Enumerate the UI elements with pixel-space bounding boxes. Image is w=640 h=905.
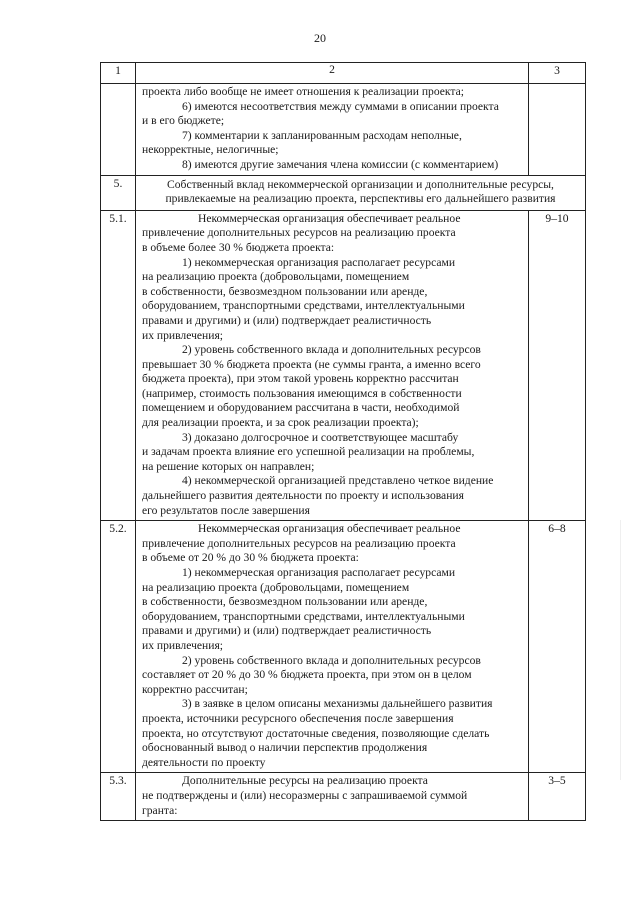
header-col-3: 3 [529,63,586,84]
text-line: правами и другими) и (или) подтверждает реалистичность [142,313,432,327]
row-number: 5.1. [101,210,136,520]
text-line: Некоммерческая организация обеспечивает реальное [198,522,461,536]
text-line: на реализацию проекта (добровольцами, помещением [142,270,410,284]
text-line: его результатов после завершения [142,503,310,517]
score-range: 3–5 [529,773,586,821]
text-line: в объеме от 20 % до 30 % бюджета проекта: [142,551,359,565]
score-range: 6–8 [529,521,586,773]
text-line: их привлечения; [142,328,224,342]
text-line: привлечение дополнительных ресурсов на реализацию проекта [142,226,456,240]
text-line: корректно рассчитан; [142,682,248,696]
text-line: бюджета проекта), при этом такой уровень корректно рассчитан [142,372,459,386]
text-line: в собственности, безвозмездном пользовании или аренде, [142,595,428,609]
text-line: обоснованный вывод о наличии перспектив продолжения [142,741,428,755]
row-number: 5.2. [101,521,136,773]
text-line: на реализацию проекта (добровольцами, помещением [142,580,410,594]
criteria-table [100,62,586,821]
text-line: 1) некоммерческая организация располагает ресурсами [182,566,456,579]
section-title-line: привлекаемые на реализацию проекта, перспективы его дальнейшего развития [165,192,556,206]
table-header-row [101,63,586,84]
text-line: и задачам проекта влияние его успешной реализации на проблемы, [142,445,475,459]
continuation-row [101,84,586,176]
text-line: на решение которых он направлен; [142,459,315,473]
text-line: 3) в заявке в целом описаны механизмы дальнейшего развития [182,697,493,711]
text-line: (например, стоимость пользования имеющимся в собственности [142,386,462,400]
text-line: не подтверждены и (или) несоразмерны с запрашиваемой суммой [142,788,468,802]
scan-edge-mark [620,520,621,780]
criterion-row-5-3 [101,773,586,821]
text-line: 2) уровень собственного вклада и дополнительных ресурсов [182,343,481,357]
text-line: и в его бюджете; [142,114,225,128]
text-line: составляет от 20 % до 30 % бюджета проекта, при этом он в целом [142,668,472,682]
text-line: проекта либо вообще не имеет отношения к реализации проекта; [142,85,464,98]
text-line: оборудованием, транспортными средствами, интеллектуальными [142,299,465,313]
text-line: правами и другими) и (или) подтверждает реалистичность [142,624,432,638]
text-line: дальнейшего развития деятельности по проекту и использования [142,489,464,503]
text-line: 2) уровень собственного вклада и дополнительных ресурсов [182,653,481,667]
text-line: Некоммерческая организация обеспечивает реальное [198,211,461,225]
score-cell [529,84,586,176]
criterion-text [136,773,529,821]
text-line: превышает 30 % бюджета проекта (не суммы гранта, а именно всего [142,357,481,371]
section-title-line: Собственный вклад некоммерческой организации и дополнительные ресурсы, [167,177,554,191]
criterion-text [136,210,529,520]
score-range: 9–10 [529,210,586,520]
row-number: 5.3. [101,773,136,821]
text-line: деятельности по проекту [142,755,266,769]
continuation-text [136,84,529,176]
section-row [101,175,586,210]
text-line: некорректные, нелогичные; [142,143,279,157]
text-line: проекта, но отсутствуют достаточные сведения, позволяющие сделать [142,726,490,740]
text-line: 3) доказано долгосрочное и соответствующее масштабу [182,430,459,444]
text-line: 6) имеются несоответствия между суммами в описании проекта [182,99,499,113]
text-line: привлечение дополнительных ресурсов на реализацию проекта [142,536,456,550]
text-line: оборудованием, транспортными средствами, интеллектуальными [142,609,465,623]
criterion-text [136,521,529,773]
text-line: их привлечения; [142,638,224,652]
row-number-cell [101,84,136,176]
section-number: 5. [101,175,136,210]
text-line: для реализации проекта, и за срок реализации проекта); [142,416,419,430]
text-line: 8) имеются другие замечания члена комиссии (с комментарием) [182,157,499,171]
text-line: в собственности, безвозмездном пользовании или аренде, [142,284,428,298]
text-line: Дополнительные ресурсы на реализацию проекта [182,774,428,788]
text-line: 1) некоммерческая организация располагает ресурсами [182,255,456,269]
header-col-2: 2 [136,63,529,84]
criterion-row-5-2 [101,521,586,773]
text-line: 4) некоммерческой организацией представлено четкое видение [182,474,494,488]
page-number: 20 [314,31,326,45]
text-line: помещением и оборудованием рассчитана в части, необходимой [142,401,460,415]
section-title [136,175,586,210]
text-line: 7) комментарии к запланированным расходам неполные, [182,128,462,142]
text-line: проекта, источники ресурсного обеспечения после завершения [142,711,454,725]
header-col-1: 1 [101,63,136,84]
text-line: гранта: [142,803,178,817]
text-line: в объеме более 30 % бюджета проекта: [142,240,335,254]
criterion-row-5-1 [101,210,586,520]
